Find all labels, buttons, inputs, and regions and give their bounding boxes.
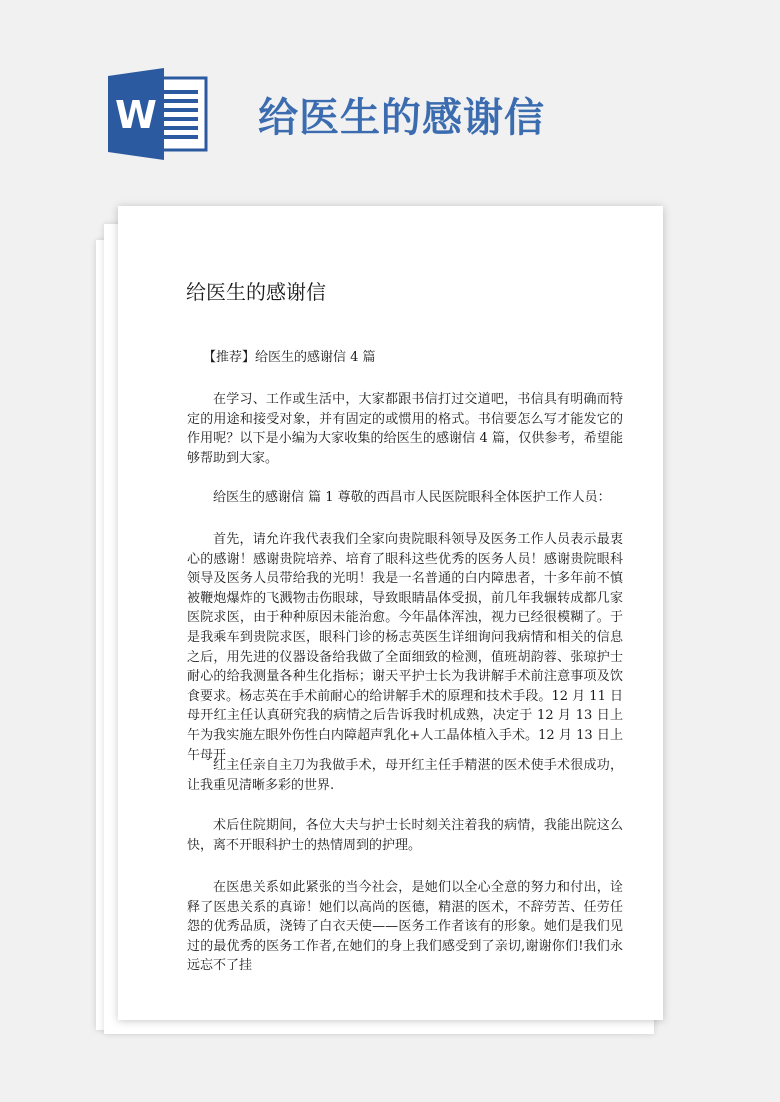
body-paragraph: 首先，请允许我代表我们全家向贵院眼科领导及医务工作人员表示最衷心的感谢！感谢贵院培养、培育了眼科这些优秀的医务人员！感谢贵院眼科领导及医务人员带给我的光明！我是一名普通的白内障患者，十多年前不慎被鞭炮爆炸的飞溅物击伤眼球，导致眼睛晶体受损，前几年我辗转成都几家医院求医，由于种种原因未能治愈。今年晶体浑浊，视力已经很模糊了。于是我乘车到贵院求医，眼科门诊的杨志英医生详细询问我病情和相关的信息之后，用先进的仪器设备给我做了全面细致的检测，值班胡韵蓉、张琼护士耐心的给我测量各种生化指标；谢天平护士长为我讲解手术前注意事项及饮食要求。杨志英在手术前耐心的给讲解手术的原理和技术手段。12 月 11 日母开红主任认真研究我的病情之后告诉我时机成熟，决定于 12 月 13 日上午为我实施左眼外伤性白内障超声乳化+人工晶体植入手术。12 月 13 日上午母开: [187, 532, 623, 763]
body-paragraph: 术后住院期间，各位大夫与护士长时刻关注着我的病情，我能出院这么快，离不开眼科护士的热情周到的护理。: [187, 818, 623, 853]
word-logo-letter: W: [115, 93, 157, 137]
body-paragraph: 红主任亲自主刀为我做手术，母开红主任手精湛的医术使手术很成功，让我重见清晰多彩的世界.: [187, 758, 623, 793]
body-paragraph: 在医患关系如此紧张的当今社会，是她们以全心全意的努力和付出，诠释了医患关系的真谛！她们以高尚的医德，精湛的医术，不辞劳苦、任劳任怨的优秀品质，浇铸了白衣天使——医务工作者该有的形象。她们是我们见过的最优秀的医务工作者,在她们的身上我们感受到了亲切,谢谢你们!我们永远忘不了挂: [187, 880, 623, 974]
document-title: 给医生的感谢信: [186, 280, 326, 304]
recommend-line: 【推荐】给医生的感谢信 4 篇: [203, 350, 376, 365]
intro-paragraph: 在学习、工作或生活中，大家都跟书信打过交道吧，书信具有明确而特定的用途和接受对象，并有固定的或惯用的格式。书信要怎么写才能发它的作用呢？以下是小编为大家收集的给医生的感谢信 4 篇，仅供参考，希望能够帮助到大家。: [187, 392, 623, 466]
document-page: [118, 206, 663, 1020]
word-document-icon: [108, 68, 210, 160]
page-title: 给医生的感谢信: [258, 95, 545, 141]
salutation-paragraph: 给医生的感谢信 篇 1 尊敬的西昌市人民医院眼科全体医护工作人员：: [213, 490, 611, 505]
